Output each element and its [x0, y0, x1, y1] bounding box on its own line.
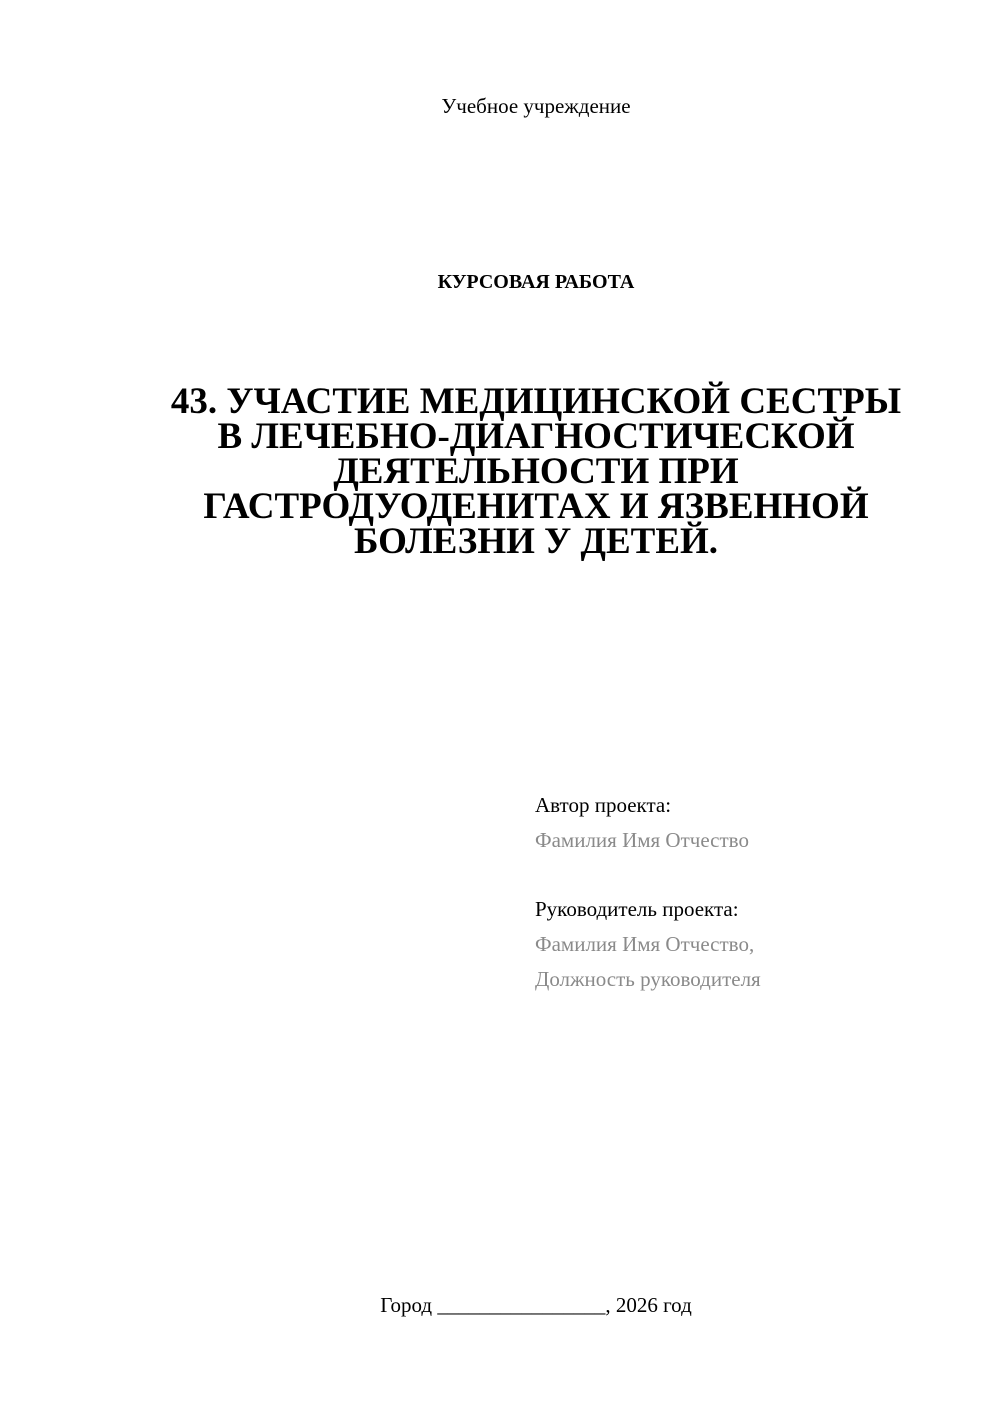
supervisor-name: Фамилия Имя Отчество,	[535, 932, 755, 956]
title-line: 43. УЧАСТИЕ МЕДИЦИНСКОЙ СЕСТРЫ	[170, 381, 902, 422]
document-title	[150, 381, 922, 562]
supervisor-label: Руководитель проекта:	[535, 897, 739, 921]
signature-block	[535, 788, 975, 997]
title-line: ГАСТРОДУОДЕНИТАХ И ЯЗВЕННОЙ	[203, 486, 869, 527]
author-name: Фамилия Имя Отчество	[535, 828, 749, 852]
author-label: Автор проекта:	[535, 793, 672, 817]
title-line: БОЛЕЗНИ У ДЕТЕЙ.	[353, 521, 719, 562]
city-year: Город ________________, 2026 год	[380, 1293, 692, 1317]
document-type: КУРСОВАЯ РАБОТА	[437, 271, 635, 293]
title-line: В ЛЕЧЕБНО-ДИАГНОСТИЧЕСКОЙ	[217, 416, 855, 457]
title-line: ДЕЯТЕЛЬНОСТИ ПРИ	[333, 451, 739, 492]
institution-name: Учебное учреждение	[441, 94, 631, 118]
spacer	[535, 858, 975, 892]
supervisor-position: Должность руководителя	[535, 967, 761, 991]
